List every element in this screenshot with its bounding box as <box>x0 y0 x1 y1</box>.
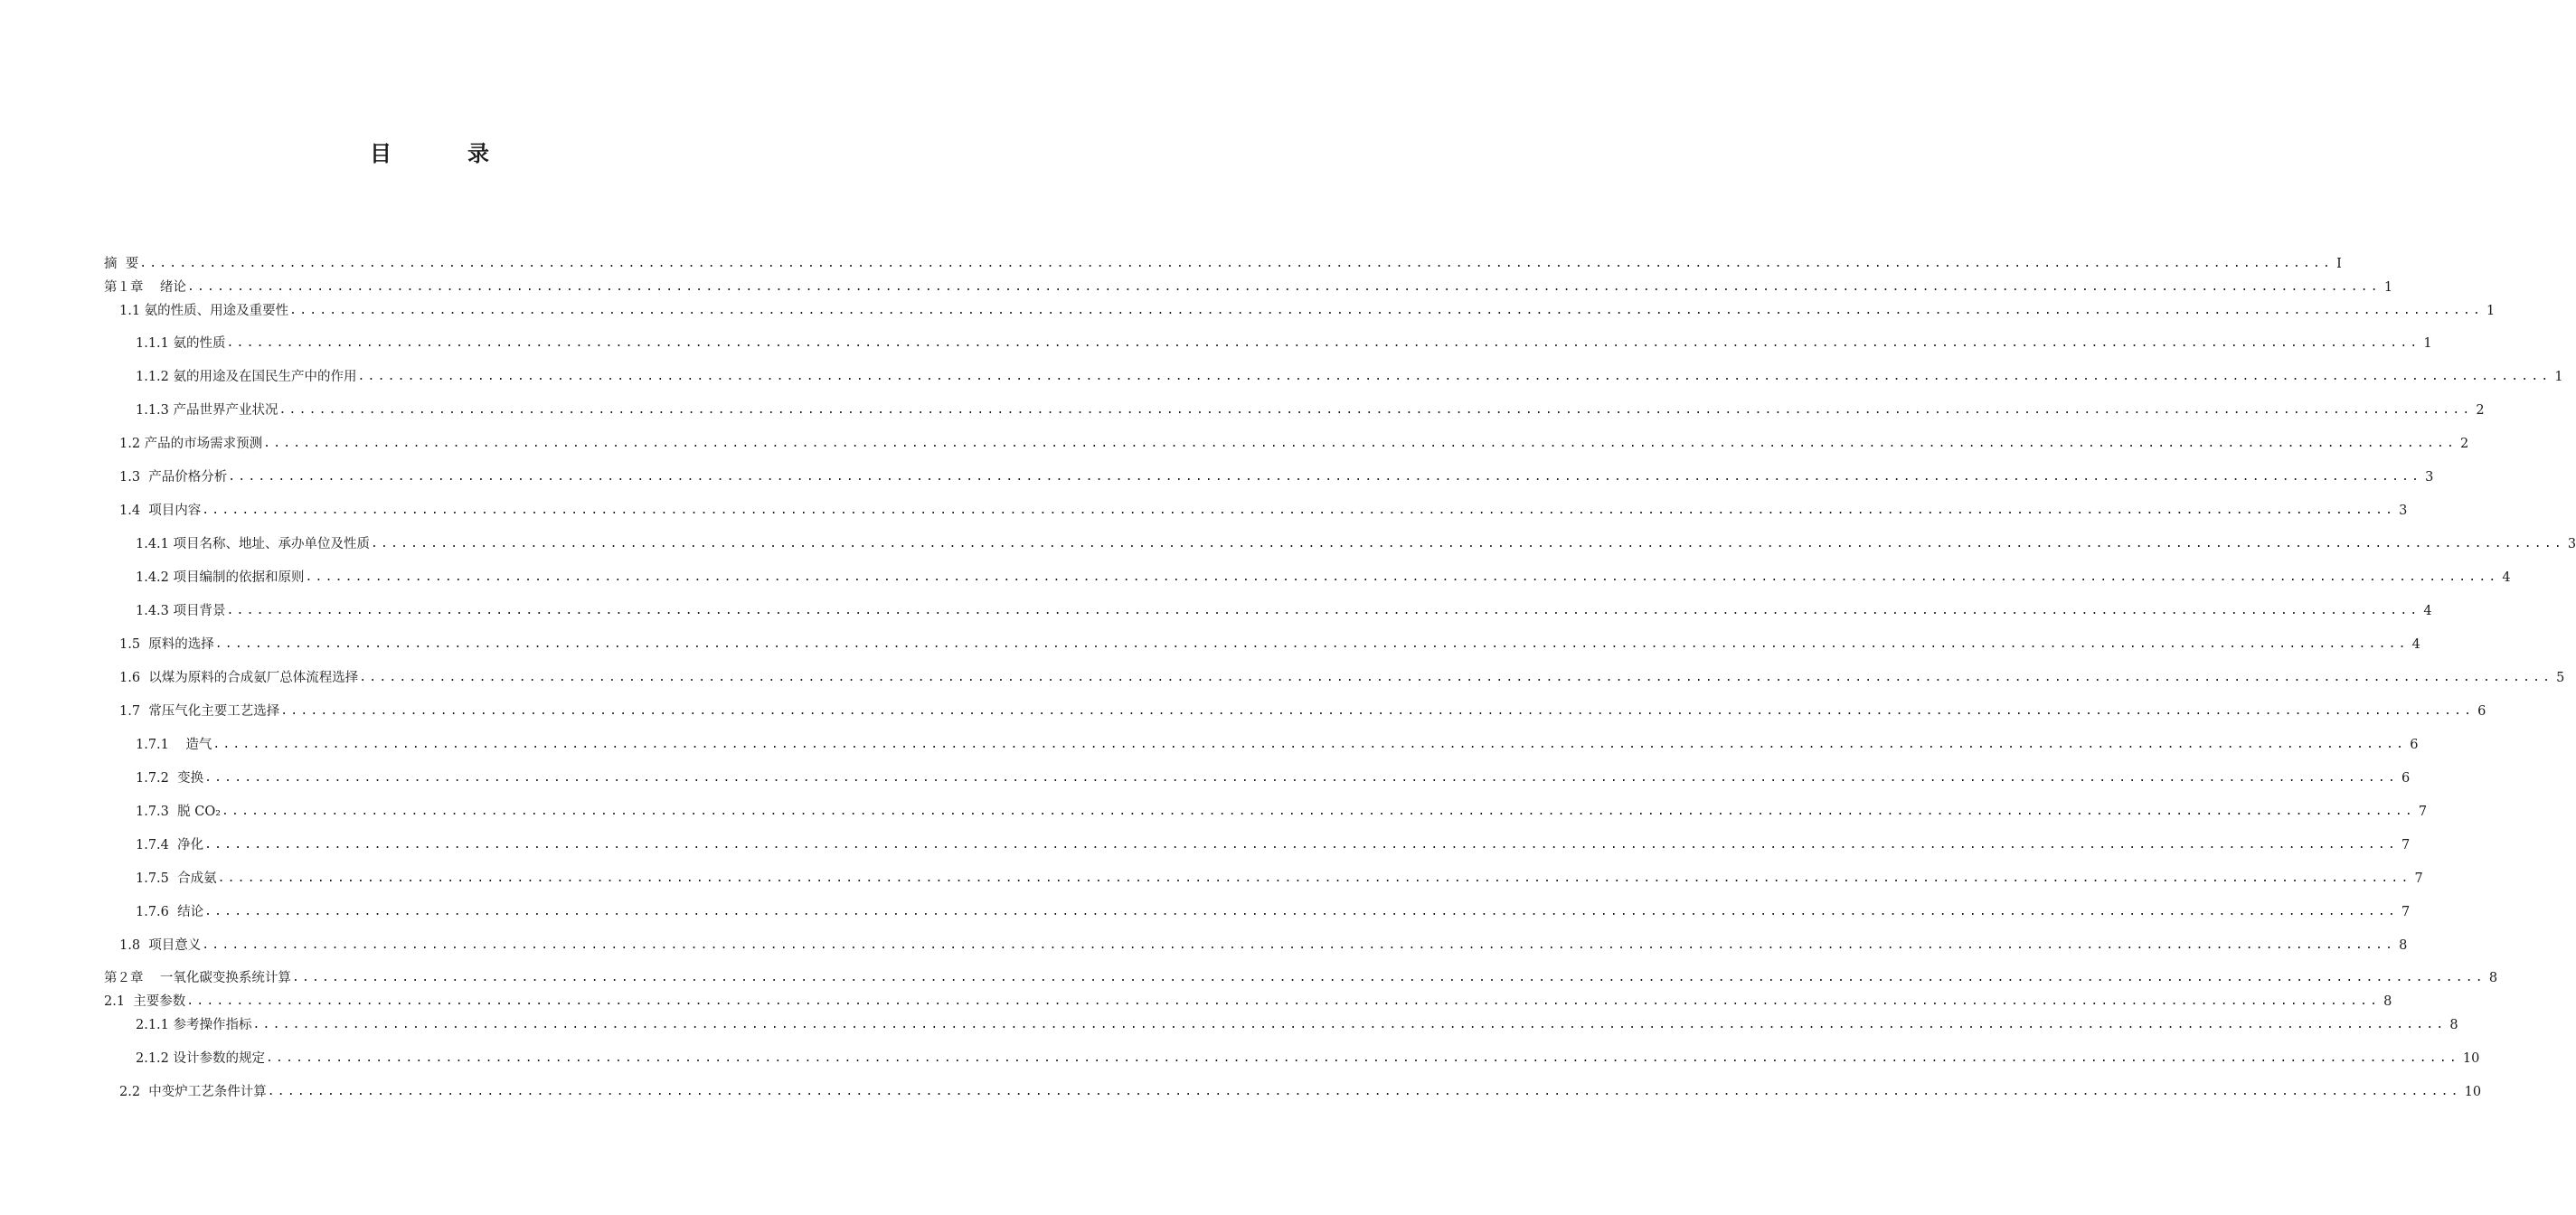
toc-entry-label: 1.2 产品的市场需求预测 <box>119 437 263 451</box>
toc-entry-page-number: I <box>2336 257 2342 271</box>
toc-entry-label: 1.7.4 净化 <box>136 838 204 852</box>
toc-leader-dots: ............................................................................................................................................................................................................................ <box>212 738 2407 751</box>
toc-leader-dots: ............................................................................................................................................................................................................................ <box>252 1018 2447 1031</box>
toc-entry-page-number: 4 <box>2411 637 2420 652</box>
toc-leader-dots: ............................................................................................................................................................................................................................ <box>226 336 2420 350</box>
toc-entry-page-number: 8 <box>2449 1018 2458 1032</box>
toc-entry-label: 1.4 项目内容 <box>119 504 202 518</box>
toc-leader-dots: ............................................................................................................................................................................................................................ <box>267 1085 2461 1098</box>
toc-entry-page-number: 6 <box>2401 771 2411 786</box>
toc-entry[interactable] <box>119 1082 2482 1102</box>
toc-entry-page-number: 3 <box>2567 537 2576 551</box>
toc-entry-label: 2.1 主要参数 <box>104 994 186 1009</box>
toc-entry[interactable] <box>136 334 2432 353</box>
toc-entry[interactable] <box>104 992 2392 1012</box>
toc-entry-label: 摘 要 <box>104 257 139 271</box>
toc-leader-dots: ............................................................................................................................................................................................................................ <box>228 470 2422 484</box>
toc-entry-label: 1.4.1 项目名称、地址、承办单位及性质 <box>136 537 371 551</box>
toc-entry-label: 1.4.3 项目背景 <box>136 604 226 618</box>
toc-entry-page-number: 1 <box>2554 370 2563 384</box>
toc-leader-dots: ............................................................................................................................................................................................................................ <box>217 871 2411 885</box>
toc-leader-dots: ............................................................................................................................................................................................................................ <box>202 504 2396 517</box>
toc-leader-dots: ............................................................................................................................................................................................................................ <box>280 704 2475 718</box>
toc-entry-page-number: 7 <box>2414 871 2423 886</box>
toc-entry[interactable] <box>136 568 2511 588</box>
toc-entry-page-number: 4 <box>2502 570 2511 585</box>
toc-leader-dots: ............................................................................................................................................................................................................................ <box>357 370 2552 383</box>
toc-entry[interactable] <box>119 434 2469 454</box>
toc-entry-label: 1.4.2 项目编制的依据和原则 <box>136 570 305 585</box>
toc-entry-label: 1.7.6 结论 <box>136 905 204 919</box>
toc-leader-dots: ............................................................................................................................................................................................................................ <box>139 257 2334 270</box>
toc-leader-dots: ............................................................................................................................................................................................................................ <box>204 905 2398 918</box>
toc-entry-label: 1.7.1 造气 <box>136 738 212 752</box>
toc-entry-label: 1.7.2 变换 <box>136 771 204 786</box>
toc-entry-label: 1.8 项目意义 <box>119 938 202 953</box>
toc-entry[interactable] <box>119 668 2565 688</box>
toc-entry-page-number: 4 <box>2423 604 2432 618</box>
toc-entry-label: 1.3 产品价格分析 <box>119 470 228 485</box>
toc-entry-page-number: 10 <box>2464 1085 2482 1099</box>
toc-entry[interactable] <box>104 254 2342 274</box>
toc-entry[interactable] <box>104 968 2498 988</box>
toc-entry[interactable] <box>119 635 2420 655</box>
toc-entry-label: 2.2 中变炉工艺条件计算 <box>119 1085 267 1099</box>
toc-entry-label: 1.5 原料的选择 <box>119 637 214 652</box>
toc-leader-dots: ............................................................................................................................................................................................................................ <box>226 604 2420 617</box>
toc-leader-dots: ............................................................................................................................................................................................................................ <box>278 403 2473 417</box>
toc-entry-label: 2.1.1 参考操作指标 <box>136 1018 252 1032</box>
toc-leader-dots: ............................................................................................................................................................................................................................ <box>263 437 2458 450</box>
toc-entry-label: 1.7.5 合成氨 <box>136 871 217 886</box>
toc-leader-dots: ............................................................................................................................................................................................................................ <box>291 971 2486 984</box>
toc-leader-dots: ............................................................................................................................................................................................................................ <box>186 280 2381 294</box>
toc-entry-label: 1.7 常压气化主要工艺选择 <box>119 704 280 719</box>
toc-entry[interactable] <box>136 400 2485 420</box>
toc-entry[interactable] <box>136 367 2563 387</box>
toc-entry-page-number: 2 <box>2476 403 2485 418</box>
toc-entry-label: 1.1.1 氨的性质 <box>136 336 226 351</box>
toc-entry-page-number: 6 <box>2477 704 2486 719</box>
toc-leader-dots: ............................................................................................................................................................................................................................ <box>202 938 2396 952</box>
toc-leader-dots: ............................................................................................................................................................................................................................ <box>222 805 2415 818</box>
toc-entry[interactable] <box>136 768 2411 788</box>
toc-entry-page-number: 8 <box>2383 994 2392 1009</box>
toc-entry-label: 第１章 绪论 <box>104 280 186 295</box>
toc-entry[interactable] <box>119 501 2408 521</box>
toc-entry-page-number: 7 <box>2401 905 2411 919</box>
toc-leader-dots: ............................................................................................................................................................................................................................ <box>266 1051 2459 1065</box>
toc-entry-page-number: 2 <box>2460 437 2469 451</box>
toc-entry[interactable] <box>119 702 2486 721</box>
toc-leader-dots: ............................................................................................................................................................................................................................ <box>359 671 2553 684</box>
toc-entry-label: 1.6 以煤为原料的合成氨厂总体流程选择 <box>119 671 359 685</box>
toc-leader-dots: ............................................................................................................................................................................................................................ <box>204 771 2398 785</box>
toc-entry-page-number: 1 <box>2423 336 2432 351</box>
toc-entry[interactable] <box>136 735 2419 755</box>
toc-entry-page-number: 7 <box>2401 838 2411 852</box>
toc-entry[interactable] <box>136 1049 2480 1069</box>
toc-entry-label: 1.1 氨的性质、用途及重要性 <box>119 304 289 318</box>
toc-entry[interactable] <box>136 1015 2458 1035</box>
toc-entry-label: 1.1.3 产品世界产业状况 <box>136 403 278 418</box>
toc-entry[interactable] <box>119 936 2408 956</box>
toc-entry-label: 2.1.2 设计参数的规定 <box>136 1051 266 1066</box>
toc-leader-dots: ............................................................................................................................................................................................................................ <box>186 994 2381 1008</box>
toc-leader-dots: ............................................................................................................................................................................................................................ <box>305 570 2499 584</box>
page-title: 目 录 <box>370 141 516 166</box>
toc-entry[interactable] <box>136 802 2428 822</box>
toc-entry[interactable] <box>136 869 2423 889</box>
toc-entry[interactable] <box>119 301 2496 321</box>
toc-entry-page-number: 10 <box>2462 1051 2480 1066</box>
toc-entry-page-number: 1 <box>2486 304 2496 318</box>
toc-entry[interactable] <box>104 278 2393 297</box>
toc-entry-page-number: 5 <box>2556 671 2565 685</box>
toc-leader-dots: ............................................................................................................................................................................................................................ <box>204 838 2398 852</box>
toc-entry[interactable] <box>136 534 2576 554</box>
toc-leader-dots: ............................................................................................................................................................................................................................ <box>214 637 2409 651</box>
toc-entry-page-number: 8 <box>2488 971 2498 985</box>
toc-entry-page-number: 6 <box>2410 738 2419 752</box>
toc-entry-page-number: 3 <box>2399 504 2408 518</box>
toc-leader-dots: ............................................................................................................................................................................................................................ <box>289 304 2484 317</box>
toc-entry-page-number: 1 <box>2383 280 2393 295</box>
toc-entry-page-number: 7 <box>2418 805 2428 819</box>
toc-entry[interactable] <box>119 467 2434 487</box>
toc-entry-label: 1.7.3 脱 CO₂ <box>136 805 222 819</box>
toc-entry[interactable] <box>136 835 2411 855</box>
toc-entry-page-number: 3 <box>2425 470 2434 485</box>
toc-entry[interactable] <box>136 902 2411 922</box>
toc-entry[interactable] <box>136 601 2432 621</box>
toc-entry-page-number: 8 <box>2399 938 2408 953</box>
toc-entry-label: 第２章 一氧化碳变换系统计算 <box>104 971 291 985</box>
toc-leader-dots: ............................................................................................................................................................................................................................ <box>371 537 2564 551</box>
toc-entry-label: 1.1.2 氨的用途及在国民生产中的作用 <box>136 370 357 384</box>
